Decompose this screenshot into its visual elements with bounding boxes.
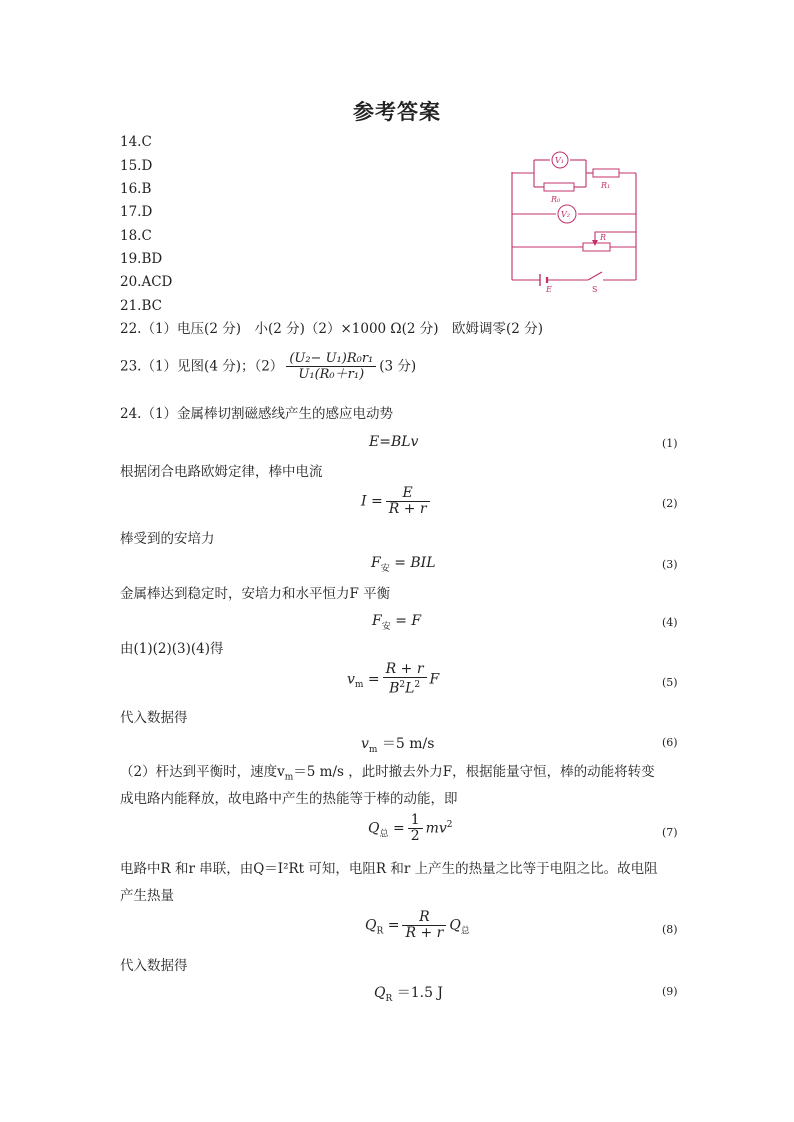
text-substitute-2: 代入数据得 <box>120 958 188 974</box>
equation-number-7: (7) <box>662 826 678 839</box>
equation-4: $F_安 = F$ <box>372 613 422 632</box>
text-part2-b: ＝5 m/s ，此时撤去外力F，根据能量守恒，棒的动能将转变 <box>293 764 655 780</box>
equation-1: E=BLv <box>369 434 419 450</box>
answer-14: 14.C <box>120 134 152 150</box>
equation-number-3: (3) <box>662 558 678 571</box>
equation-number-9: (9) <box>662 985 678 998</box>
equation-number-8: (8) <box>662 923 678 936</box>
answer-23-denominator: U₁(R₀＋r₁) <box>298 367 365 382</box>
text-balance: 金属棒达到稳定时，安培力和水平恒力F 平衡 <box>120 586 391 602</box>
rheostat-r <box>583 243 610 251</box>
equation-8: $Q_R$ = $\frac{R}{R + r}$ $Q_总$ <box>365 909 470 941</box>
text-substitute-1: 代入数据得 <box>120 710 188 726</box>
equation-9: $Q_R =1.5$ J <box>374 985 444 1004</box>
label-r: R <box>600 233 607 242</box>
resistor-r1 <box>593 169 619 177</box>
text-part2-line1 <box>120 763 655 787</box>
answer-18: 18.C <box>120 228 152 244</box>
equation-3: $F_安$ = BIL <box>371 555 436 574</box>
equation-7: $Q_总$ = $\frac{1}{2}$ $mv^2$ <box>368 812 453 844</box>
equation-5: $v_m$ = $\frac{R + r}{B^2L^2}$ F <box>347 661 440 697</box>
text-part2-line2: 成电路内能释放，故电路中产生的热能等于棒的动能，即 <box>120 791 458 807</box>
answer-23-suffix: (3 分) <box>379 358 417 375</box>
answer-23-prefix: 23.（1）见图(4 分)；（2） <box>120 358 284 375</box>
vm-value: ＝5 m/s <box>381 736 435 752</box>
equation-number-6: (6) <box>662 736 678 749</box>
label-s: S <box>592 285 598 294</box>
answer-23-fraction <box>286 351 376 382</box>
text-series-line1: 电路中R 和r 串联，由Q＝I²Rt 可知，电阻R 和r 上产生的热量之比等于电阻之比。故电阻 <box>120 861 658 877</box>
answer-17: 17.D <box>120 204 153 220</box>
label-v1: V₁ <box>555 156 564 165</box>
label-e: E <box>546 285 552 294</box>
answer-22: 22.（1）电压(2 分) 小(2 分)（2）×1000 Ω(2 分) 欧姆调零(2 分) <box>120 321 543 337</box>
answer-21: 21.BC <box>120 298 162 314</box>
answer-15: 15.D <box>120 158 153 174</box>
circuit-diagram <box>498 140 653 300</box>
answer-23-numerator: (U₂− U₁)R₀r₁ <box>286 351 376 367</box>
answer-19: 19.BD <box>120 251 163 267</box>
text-ohm-law: 根据闭合电路欧姆定律，棒中电流 <box>120 464 323 480</box>
answer-24-intro: 24.（1）金属棒切割磁感线产生的感应电动势 <box>120 406 394 422</box>
answer-23 <box>120 351 416 382</box>
equation-6: $v_m =5$ m/s <box>361 736 435 755</box>
page-title: 参考答案 <box>353 100 441 124</box>
qr-value: ＝1.5 J <box>396 985 444 1001</box>
equation-number-5: (5) <box>662 676 678 689</box>
equation-number-1: (1) <box>662 437 678 450</box>
text-ampere-force: 棒受到的安培力 <box>120 531 215 547</box>
text-part2-a-sub: m <box>284 772 294 783</box>
equation-2: I = $\frac{E}{R + r}$ <box>361 486 433 517</box>
equation-number-4: (4) <box>662 616 678 629</box>
label-r0: R₀ <box>551 195 561 204</box>
resistor-r0 <box>544 183 574 191</box>
answer-20: 20.ACD <box>120 274 173 290</box>
text-from-equations: 由(1)(2)(3)(4)得 <box>120 641 224 657</box>
equation-number-2: (2) <box>662 497 678 510</box>
text-part2-a: （2）杆达到平衡时，速度v <box>120 764 285 780</box>
label-v2: V₂ <box>561 210 570 219</box>
text-series-line2: 产生热量 <box>120 888 174 904</box>
answer-16: 16.B <box>120 181 152 197</box>
label-r1: R₁ <box>601 181 611 190</box>
